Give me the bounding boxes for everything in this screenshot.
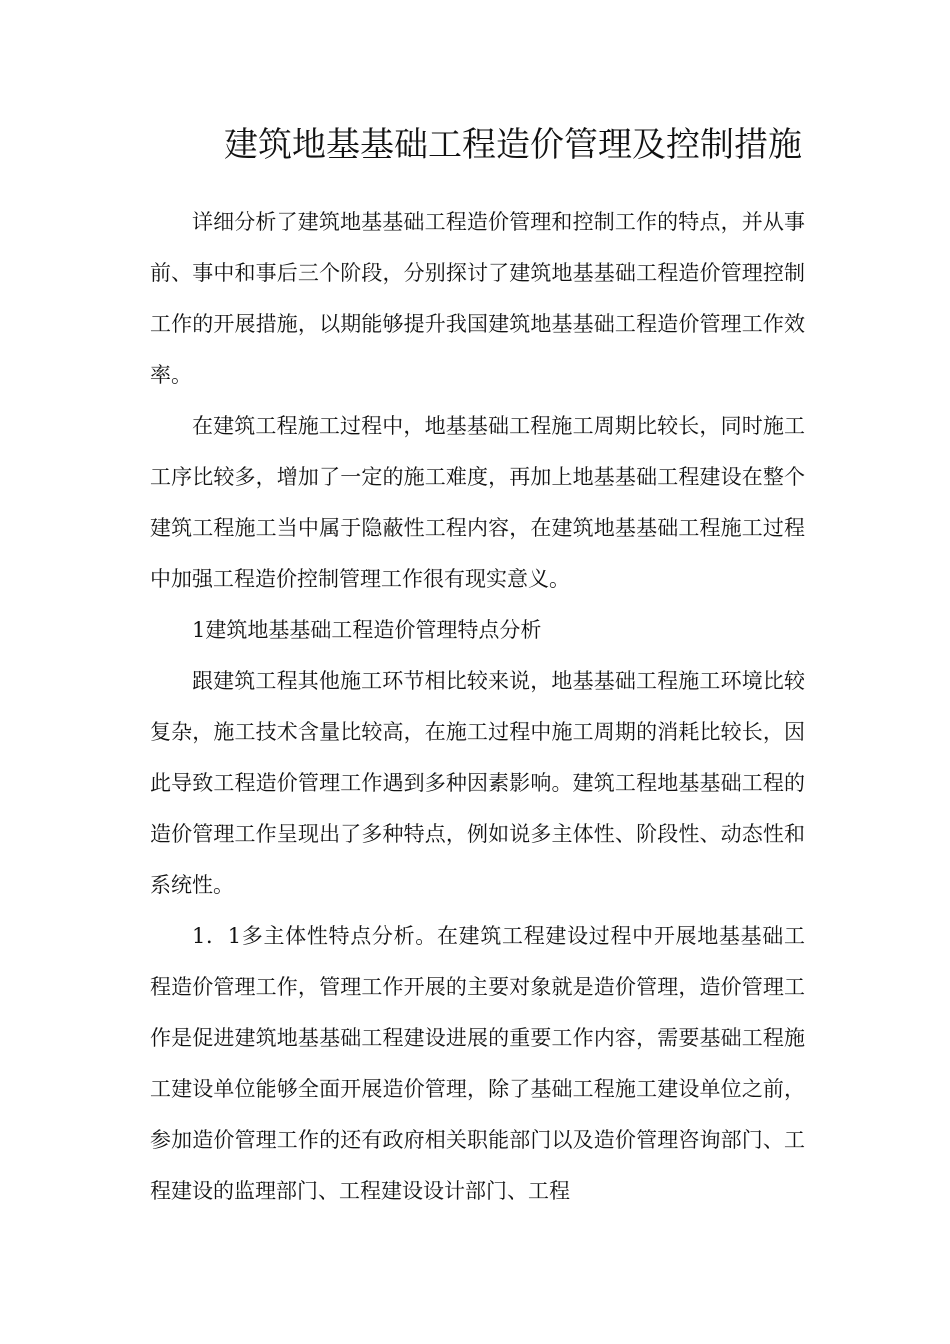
paragraph-intro: 在建筑工程施工过程中，地基基础工程施工周期比较长，同时施工工序比较多，增加了一定的施工难度，再加上地基基础工程建设在整个建筑工程施工当中属于隐蔽性工程内容，在建筑地基基础工程施工过程中加强工程造价控制管理工作很有现实意义。 xyxy=(150,414,805,591)
section-heading-1: 1建筑地基基础工程造价管理特点分析 xyxy=(192,618,542,642)
document-title: 建筑地基基础工程造价管理及控制措施 xyxy=(224,125,802,165)
paragraph-abstract: 详细分析了建筑地基基础工程造价管理和控制工作的特点，并从事前、事中和事后三个阶段，分别探讨了建筑地基基础工程造价管理控制工作的开展措施，以期能够提升我国建筑地基基础工程造价管理工作效率。 xyxy=(150,210,805,387)
paragraph-section-1-1: 1．1多主体性特点分析。在建筑工程建设过程中开展地基基础工程造价管理工作，管理工作开展的主要对象就是造价管理，造价管理工作是促进建筑地基基础工程建设进展的重要工作内容，需要基础工程施工建设单位能够全面开展造价管理，除了基础工程施工建设单位之前，参加造价管理工作的还有政府相关职能部门以及造价管理咨询部门、工程建设的监理部门、工程建设设计部门、工程 xyxy=(150,924,805,1203)
document-body xyxy=(150,197,805,1217)
paragraph-section-1: 跟建筑工程其他施工环节相比较来说，地基基础工程施工环境比较复杂，施工技术含量比较高，在施工过程中施工周期的消耗比较长，因此导致工程造价管理工作遇到多种因素影响。建筑工程地基基础工程的造价管理工作呈现出了多种特点，例如说多主体性、阶段性、动态性和系统性。 xyxy=(150,669,805,897)
